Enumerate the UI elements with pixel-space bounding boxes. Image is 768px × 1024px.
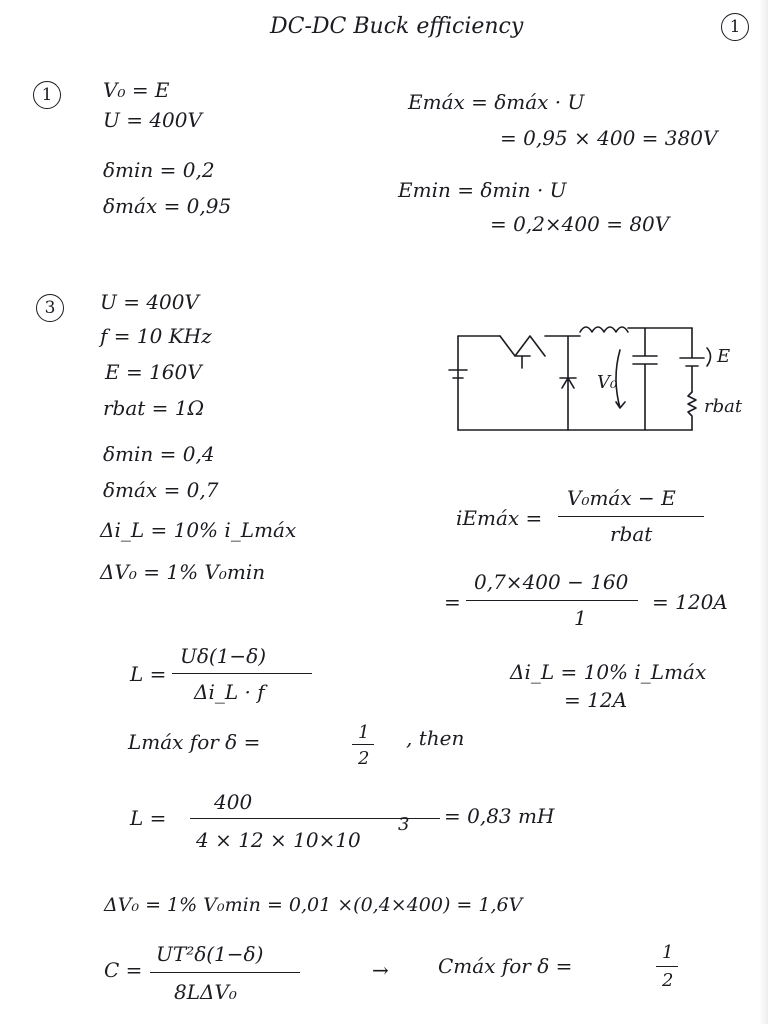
emin-result: = 0,2×400 = 80V bbox=[490, 212, 670, 236]
inductor-symbol bbox=[580, 327, 628, 332]
given-delta-il: Δi_L = 10% i_Lmáx bbox=[100, 518, 297, 542]
l2-denominator: 4 × 12 × 10×10 bbox=[196, 828, 361, 852]
c-arrow: → bbox=[372, 958, 389, 982]
l2-result: = 0,83 mH bbox=[444, 804, 555, 828]
cmax-text: Cmáx for δ = bbox=[438, 954, 573, 978]
circuit-rbat-label: rbat bbox=[704, 396, 743, 417]
l2-lhs: L = bbox=[130, 806, 167, 830]
section-3-number: 3 bbox=[36, 294, 64, 322]
then-text: , then bbox=[406, 726, 465, 750]
vo-arrow bbox=[616, 350, 625, 408]
c-lhs: C = bbox=[104, 958, 143, 982]
cmax-half-bar bbox=[656, 966, 678, 967]
given-dmax: δmáx = 0,95 bbox=[103, 194, 232, 218]
iemax-fraction-bar bbox=[558, 516, 704, 517]
emin-formula: Emin = δmin · U bbox=[398, 178, 567, 202]
delta-il-result: = 12A bbox=[564, 688, 628, 712]
calc-eq-sign: = bbox=[444, 590, 461, 614]
resistor-symbol bbox=[688, 392, 696, 430]
lmax-text: Lmáx for δ = bbox=[128, 730, 261, 754]
battery-symbol bbox=[680, 328, 704, 392]
delta-vo-calc: ΔV₀ = 1% V₀min = 0,01 ×(0,4×400) = 1,6V bbox=[104, 894, 523, 916]
emax-formula: Emáx = δmáx · U bbox=[408, 90, 585, 114]
emax-result: = 0,95 × 400 = 380V bbox=[500, 126, 718, 150]
source-symbol bbox=[449, 336, 467, 430]
capacitor-symbol bbox=[633, 328, 657, 430]
calc-numerator: 0,7×400 − 160 bbox=[474, 570, 629, 594]
lmax-half-bar bbox=[352, 744, 374, 745]
given-dmin: δmin = 0,2 bbox=[103, 158, 215, 182]
l-fraction-bar bbox=[172, 673, 312, 674]
diode-symbol bbox=[560, 336, 576, 430]
e-arrow bbox=[707, 348, 711, 366]
c-denominator: 8LΔV₀ bbox=[174, 980, 237, 1004]
c-fraction-bar bbox=[150, 972, 300, 973]
given-u: U = 400V bbox=[103, 108, 202, 132]
given-dmin-3: δmin = 0,4 bbox=[103, 442, 215, 466]
cmax-half-num: 1 bbox=[662, 942, 674, 963]
l2-exponent: 3 bbox=[398, 814, 410, 835]
given-f: f = 10 KHz bbox=[100, 324, 212, 348]
circuit-vo-label: V₀ bbox=[597, 372, 618, 393]
given-u-400: U = 400V bbox=[100, 290, 199, 314]
page-edge-shadow bbox=[759, 0, 768, 1024]
lmax-half-num: 1 bbox=[358, 722, 370, 743]
l2-numerator: 400 bbox=[214, 790, 253, 814]
l-denominator: Δi_L · f bbox=[194, 680, 265, 704]
iemax-lhs: iEmáx = bbox=[456, 506, 543, 530]
given-rbat: rbat = 1Ω bbox=[103, 396, 205, 420]
given-dmax-3: δmáx = 0,7 bbox=[103, 478, 219, 502]
circuit-e-label: E bbox=[717, 346, 731, 367]
calc-denominator: 1 bbox=[574, 606, 587, 630]
given-delta-vo: ΔV₀ = 1% V₀min bbox=[100, 560, 266, 584]
section-1-number: 1 bbox=[33, 81, 61, 109]
iemax-denominator: rbat bbox=[610, 522, 653, 546]
given-e: E = 160V bbox=[105, 360, 202, 384]
delta-il-value: Δi_L = 10% i_Lmáx bbox=[510, 660, 707, 684]
page-title: DC-DC Buck efficiency bbox=[270, 14, 524, 39]
c-numerator: UT²δ(1−δ) bbox=[156, 942, 264, 966]
lmax-half-den: 2 bbox=[358, 748, 370, 769]
switch-symbol bbox=[500, 336, 545, 368]
page-number: 1 bbox=[721, 13, 749, 41]
calc-fraction-bar bbox=[466, 600, 638, 601]
l-numerator: Uδ(1−δ) bbox=[180, 644, 267, 668]
l-lhs: L = bbox=[130, 662, 167, 686]
iemax-numerator: V₀máx − E bbox=[567, 486, 676, 510]
calc-result: = 120A bbox=[652, 590, 728, 614]
given-v0: V₀ = E bbox=[103, 78, 170, 102]
cmax-half-den: 2 bbox=[662, 970, 674, 991]
